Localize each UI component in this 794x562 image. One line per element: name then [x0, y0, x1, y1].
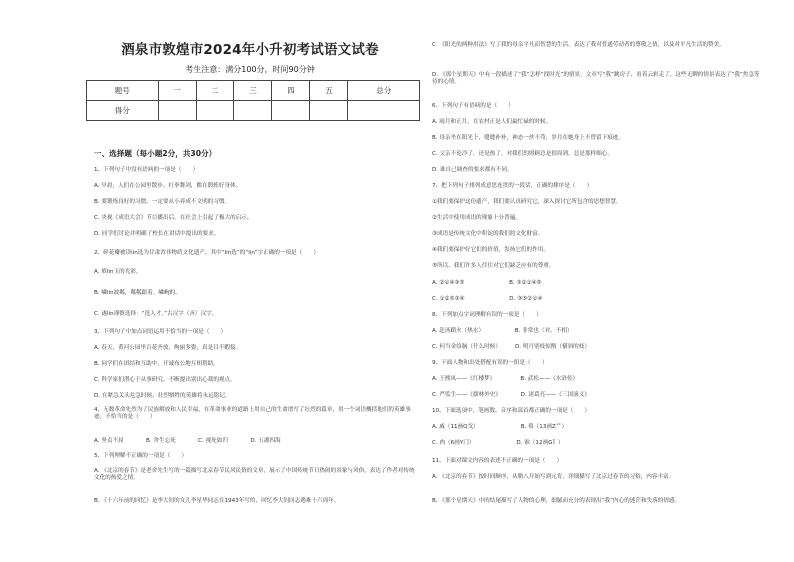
table-cell — [348, 101, 420, 121]
question-line: 6、下列句子有语病的是（ ） — [432, 103, 514, 109]
question-line: A. 早晨，人们在公园里散步、打拳舞剑，都在锻炼好身体。 — [94, 183, 242, 189]
question-line: A. 王熙凤——《红楼梦》 B. 武松——《水浒传》 — [432, 376, 579, 382]
question-line: D. 同学们讨论并明确了校长在讲话中提出的要求。 — [94, 231, 220, 237]
question-line: D. 谁自己调查的要求都有不同。 — [432, 167, 513, 173]
question-line: A. 雨月和正月，在农村正是人们最忙碌的时候。 — [432, 119, 552, 125]
table-cell: 题号 — [87, 81, 159, 101]
question-line: 4、无数革命先烈为了民族解放和人民幸福，在革命事业的道路上用自己的生命谱写了壮烈的篇章，用一个词语概括他们的英雄事迹，不恰当的是（ ） — [94, 407, 411, 420]
question-line: 7、把下列句子排列成意思连贯的一段话，正确的排序是（ ） — [432, 183, 593, 189]
question-line: A. 填lin玉的光彩。 — [94, 269, 142, 275]
question-line: ④我们要保护好它们的价值，发扬它们的作用。 — [432, 247, 549, 253]
question-line: ③成语是传统文化中积淀的我们的文化财富。 — [432, 231, 544, 237]
question-line: B. 嶙lin波粼，粼粼跟着。嶙峋的。 — [94, 290, 181, 296]
table-row — [87, 81, 420, 101]
question-line: 1、下列句子中没有语病的一项是（ ） — [94, 167, 199, 173]
question-line: B. 《十六年前的回忆》是李大钊的女儿李星华同志在1943年写的，回忆李大钊同志遇难十六周年。 — [94, 498, 340, 504]
question-line: 5、下列理解不正确的一项是（ ） — [94, 453, 188, 459]
question-line: A. ②①④③⑤ B. ③②①④⑤ — [432, 280, 542, 286]
question-line: C. 遂lin谨慎选择：“选人才。”古汉字（吝）汉字。 — [94, 311, 218, 317]
question-line: B. 《那个星期天》中的结尾描写了人物的心理，细腻而充分的表现出“我”内心的迷茫和失落的情感。 — [432, 498, 681, 504]
question-line: C. 央视《成语大会》节目播出后，在社会上引起了极大的启示。 — [94, 215, 253, 221]
question-line: B. 母亲坐在阳光下，缝缝补补，神态一丝不苟，岁月在她身上不曾留下痕迹。 — [432, 135, 624, 141]
question-line: ②生活中使用成语的现象十分普遍。 — [432, 215, 521, 221]
score-table — [86, 80, 420, 121]
question-line: A. 《北京的春节》按时间顺序，从腊八开始写到元宵，详细描写了北京过春节的习俗，内容丰富。 — [432, 474, 675, 480]
table-cell — [196, 101, 234, 121]
question-line: C. 何当金络脑（什么时候） D. 明月别枝惊鹊（横斜的枝） — [432, 344, 590, 350]
table-cell: 一 — [158, 81, 196, 101]
section-title: 一、选择题（每小题2分，共30分） — [94, 149, 217, 158]
question-line: 9、下面人物和出处搭配有误的一组是（ ） — [432, 360, 548, 366]
table-cell: 总分 — [348, 81, 420, 101]
question-line: ①我们要保护这份遗产，我们要认真研究它，深入探讨它所包含的思想智慧。 — [432, 199, 622, 205]
question-line: A. 春天，黄河公园里百花齐放，绚丽多姿，真是目不暇接。 — [94, 345, 242, 351]
question-line: D. 《那个星期天》中有一段描述了“我”怎样“找时光”的情景，文章写“我”跳房子、看着云彩走了，这些无聊的情景表达了“我”焦急等待的心情。 — [432, 72, 760, 85]
table-cell — [234, 101, 272, 121]
table-cell: 四 — [272, 81, 310, 101]
table-cell: 得分 — [87, 101, 159, 121]
question-line: C. 肉（6画Y冂） D. 锥（12画G钅） — [432, 440, 564, 446]
question-line: D. 在紧急关头危急时候，壮烈牺牲的英雄将永远铭记。 — [94, 393, 231, 399]
question-line: 8、下列加点字词理解有误的一项是（ ） — [432, 312, 542, 318]
table-cell: 五 — [310, 81, 348, 101]
question-line: C. 《阳光的两种用法》写了我的母亲平凡而智慧的生活，表达了我对普通劳动者的尊敬之情，以及对平凡生活的赞美。 — [432, 42, 725, 48]
question-line: C. 严监生——《儒林外史》 D. 诸葛亮——《三国演义》 — [432, 392, 590, 398]
page-title: 酒泉市敦煌市2024年小升初考试语文试卷 — [121, 42, 379, 58]
question-line: B. 同学们在团结和互助中，开诚布公地互相帮助。 — [94, 361, 219, 367]
question-line: A. 《北京的春节》是老舍先生写的一篇描写北京春节民风民俗的文章，展示了中国传统节日热闹的景象与风俗，表达了作者对传统文化的热爱之情。 — [94, 468, 415, 481]
table-cell — [272, 101, 310, 121]
question-line: A. 坚贞不屈 B. 舍生忘死 C. 视死如归 D. 五湖四海 — [94, 438, 281, 444]
table-cell — [158, 101, 196, 121]
table-cell: 二 — [196, 81, 234, 101]
question-line: A. 戚（11画Q戈） B. 蔡（13画Z艹） — [432, 424, 568, 430]
exam-notice: 考生注意：满分100分，时间90分钟 — [185, 65, 315, 74]
question-line: ⑤所以，我们许多人往往对它们缺乏应有的尊重。 — [432, 263, 555, 269]
question-line: 11、下面对课文内容的表述不正确的一项是（ ） — [432, 458, 563, 464]
question-line: C. 父亲不论冷了，还是热了，对我们的照顾总是很周到，总是那样细心。 — [432, 151, 613, 157]
table-cell: 三 — [234, 81, 272, 101]
question-line: 3、下列句子中加点词语运用不恰当的一项是（ ） — [94, 329, 227, 335]
question-line: 10、下面选项中，笔画数、音序和部首都正确的一项是（ ） — [432, 408, 591, 414]
question-line: 2、碎花瓣被读lin选为甘肃省非物质文化遗产，其中“lin选”的“lin”字正确的一项是（ ） — [94, 250, 319, 256]
question-line: C. ①②⑤③④ D. ③⑤②①④ — [432, 296, 543, 302]
question-line: A. 赴汤蹈火（热水） B. 非常也（对、不相） — [432, 328, 573, 334]
question-line: B. 要锻炼良好的习惯，一定要从小养成不文明的习惯。 — [94, 199, 231, 205]
question-line: C. 科学家们潜心于从事研究，不断提出别出心裁的观点。 — [94, 377, 236, 383]
table-cell — [310, 101, 348, 121]
table-row — [87, 101, 420, 121]
